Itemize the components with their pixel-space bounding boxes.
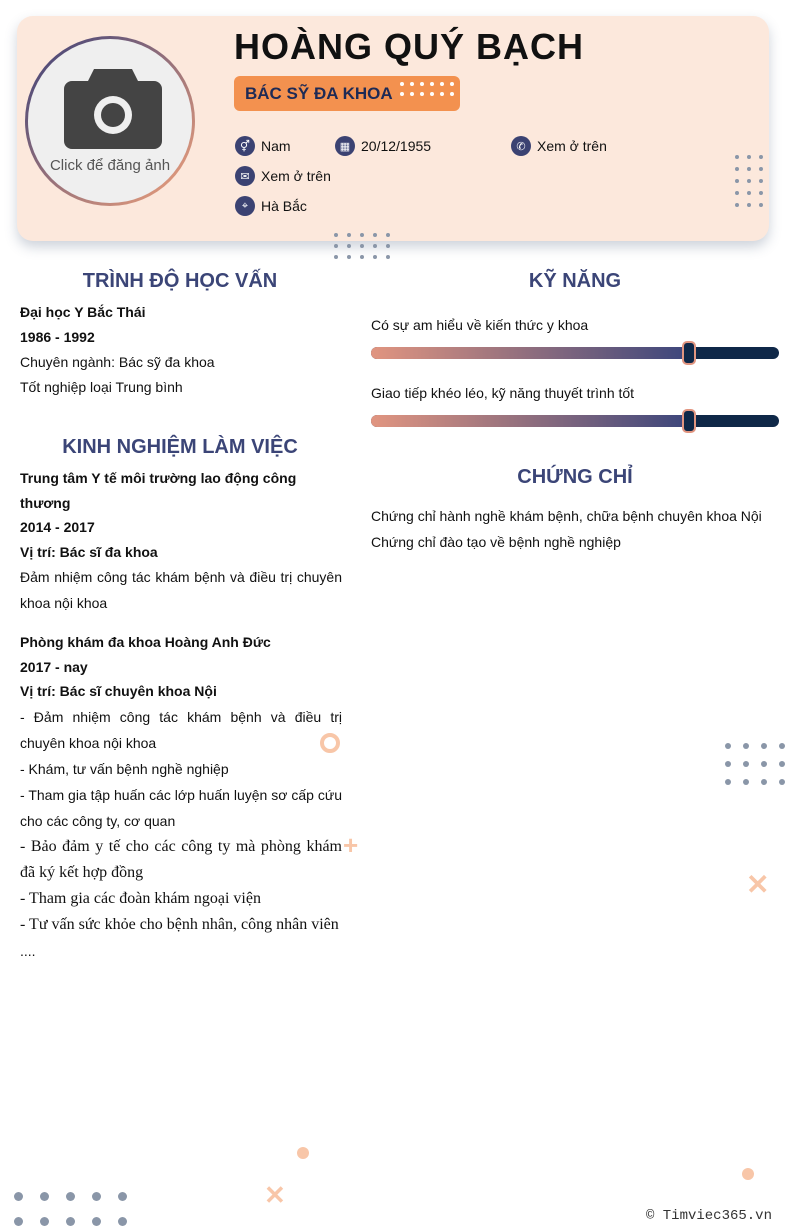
job-title: BÁC SỸ ĐA KHOA bbox=[234, 76, 460, 111]
location-pin-icon: ⌖ bbox=[235, 196, 255, 216]
gender-icon: ⚥ bbox=[235, 136, 255, 156]
school-name: Đại học Y Bắc Thái bbox=[20, 304, 146, 320]
job-company: Trung tâm Y tế môi trường lao động công thương bbox=[20, 470, 297, 511]
job-description: - Tham gia các đoàn khám ngoại viện bbox=[20, 889, 261, 907]
job-years: 2017 - nay bbox=[20, 658, 88, 675]
certificates-heading: CHỨNG CHỈ bbox=[517, 466, 633, 488]
dots-decoration bbox=[14, 1192, 144, 1226]
skill-bar-handle bbox=[682, 341, 696, 365]
education-major: Chuyên ngành: Bác sỹ đa khoa bbox=[20, 354, 215, 370]
gender-value: Nam bbox=[261, 138, 291, 154]
dot-decoration bbox=[742, 1168, 754, 1180]
job-description: - Đảm nhiệm công tác khám bệnh và điều trị chuyên khoa nội khoa bbox=[20, 708, 342, 751]
avatar-upload[interactable] bbox=[25, 36, 195, 206]
job-position: Vị trí: Bác sĩ đa khoa bbox=[20, 543, 158, 560]
footer-copyright: © Timviec365.vn bbox=[645, 1208, 772, 1224]
job-description: - Khám, tư vấn bệnh nghề nghiệp bbox=[20, 760, 229, 777]
job-description: - Bảo đảm y tế cho các công ty mà phòng khám đã ký kết hợp đồng bbox=[20, 837, 342, 881]
job-description: - Tham gia tập huấn các lớp huấn luyện sơ cấp cứu cho các công ty, cơ quan bbox=[20, 786, 342, 829]
certificates-list bbox=[371, 503, 762, 555]
dots-decoration bbox=[725, 743, 797, 785]
job-description: .... bbox=[20, 942, 36, 959]
address-info bbox=[235, 196, 307, 216]
plus-decoration: + bbox=[343, 830, 359, 860]
job-position: Vị trí: Bác sĩ chuyên khoa Nội bbox=[20, 683, 217, 699]
dots-decoration bbox=[400, 82, 460, 96]
certificate-item: Chứng chỉ đào tạo về bệnh nghề nghiệp bbox=[371, 534, 621, 550]
experience-heading: KINH NGHIỆM LÀM VIỆC bbox=[62, 436, 298, 458]
phone-info bbox=[511, 136, 607, 156]
phone-icon: ✆ bbox=[511, 136, 531, 156]
experience-section bbox=[20, 466, 342, 964]
education-grade: Tốt nghiệp loại Trung bình bbox=[20, 379, 183, 395]
education-heading: TRÌNH ĐỘ HỌC VẤN bbox=[82, 270, 278, 292]
certificate-item: Chứng chỉ hành nghề khám bệnh, chữa bệnh chuyên khoa Nội bbox=[371, 508, 762, 524]
cross-decoration: ✕ bbox=[746, 869, 770, 900]
cross-decoration: ✕ bbox=[264, 1180, 286, 1210]
skill-bar-handle bbox=[682, 409, 696, 433]
address-value: Hà Bắc bbox=[261, 198, 307, 214]
camera-icon bbox=[64, 65, 162, 149]
job-company: Phòng khám đa khoa Hoàng Anh Đức bbox=[20, 634, 271, 650]
skills-heading: KỸ NĂNG bbox=[528, 270, 622, 292]
job-description: - Tư vấn sức khỏe cho bệnh nhân, công nhân viên bbox=[20, 915, 339, 933]
skill-label: Có sự am hiểu về kiến thức y khoa bbox=[371, 317, 589, 333]
birthday-value: 20/12/1955 bbox=[361, 138, 432, 154]
job-description: Đảm nhiệm công tác khám bệnh và điều trị chuyên khoa nội khoa bbox=[20, 569, 342, 611]
calendar-icon: ▦ bbox=[335, 136, 355, 156]
job-years: 2014 - 2017 bbox=[20, 519, 95, 535]
dots-decoration bbox=[334, 233, 399, 259]
birthday-info bbox=[335, 136, 431, 156]
skill-label: Giao tiếp khéo léo, kỹ năng thuyết trình tốt bbox=[371, 385, 635, 401]
skill-bar bbox=[371, 347, 779, 359]
avatar-label: Click để đăng ảnh bbox=[49, 157, 171, 174]
gender-info bbox=[235, 136, 291, 156]
dot-decoration bbox=[297, 1147, 309, 1159]
education-section bbox=[20, 300, 342, 400]
phone-value: Xem ở trên bbox=[537, 138, 607, 154]
education-years: 1986 - 1992 bbox=[20, 329, 95, 345]
email-info bbox=[235, 166, 331, 186]
candidate-name: HOÀNG QUÝ BẠCH bbox=[234, 26, 585, 67]
email-value: Xem ở trên bbox=[261, 168, 331, 184]
dots-decoration bbox=[735, 155, 771, 207]
mail-icon: ✉ bbox=[235, 166, 255, 186]
skill-bar bbox=[371, 415, 779, 427]
